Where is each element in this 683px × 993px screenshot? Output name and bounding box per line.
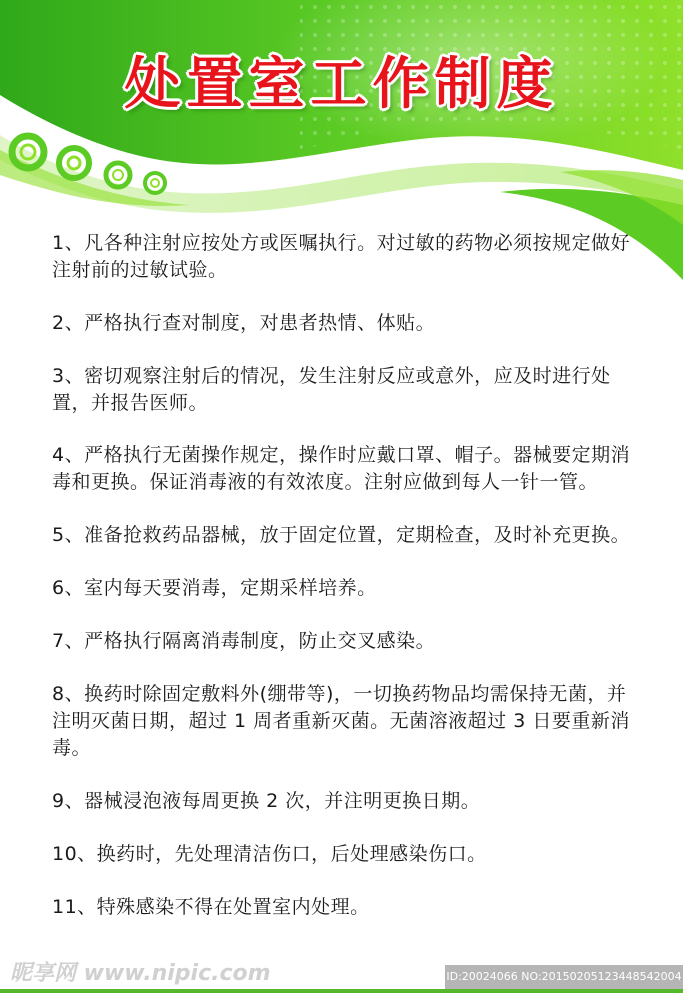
watermark: 昵享网 www.nipic.com [10, 961, 271, 986]
rule-item: 5、准备抢救药品器械，放于固定位置，定期检查，及时补充更换。 [52, 524, 631, 546]
image-id-bar: ID:20024066 NO:20150205123448542004 [445, 965, 683, 989]
rule-item: 11、特殊感染不得在处置室内处理。 [52, 896, 370, 918]
rule-item: 4、严格执行无菌操作规定，操作时应戴口罩、帽子。器械要定期消毒和更换。保证消毒液的有效浓度。注射应做到每人一针一管。 [52, 444, 631, 493]
rule-item: 1、凡各种注射应按处方或医嘱执行。对过敏的药物必须按规定做好注射前的过敏试验。 [52, 232, 631, 281]
bottom-divider [0, 989, 683, 993]
rule-item: 6、室内每天要消毒，定期采样培养。 [52, 577, 377, 599]
rule-item: 3、密切观察注射后的情况，发生注射反应或意外，应及时进行处置，并报告医师。 [52, 365, 611, 414]
page-title: 处置室工作制度 [124, 51, 559, 117]
rules-list [52, 230, 642, 947]
rule-item: 9、器械浸泡液每周更换 2 次，并注明更换日期。 [52, 790, 481, 812]
rule-item: 10、换药时，先处理清洁伤口，后处理感染伤口。 [52, 843, 487, 865]
rule-item: 8、换药时除固定敷料外(绷带等)，一切换药物品均需保持无菌，并注明灭菌日期，超过 1 周者重新灭菌。无菌溶液超过 3 日要重新消毒。 [52, 683, 630, 759]
rule-item: 7、严格执行隔离消毒制度，防止交叉感染。 [52, 630, 436, 652]
rule-item: 2、严格执行查对制度，对患者热情、体贴。 [52, 312, 436, 334]
